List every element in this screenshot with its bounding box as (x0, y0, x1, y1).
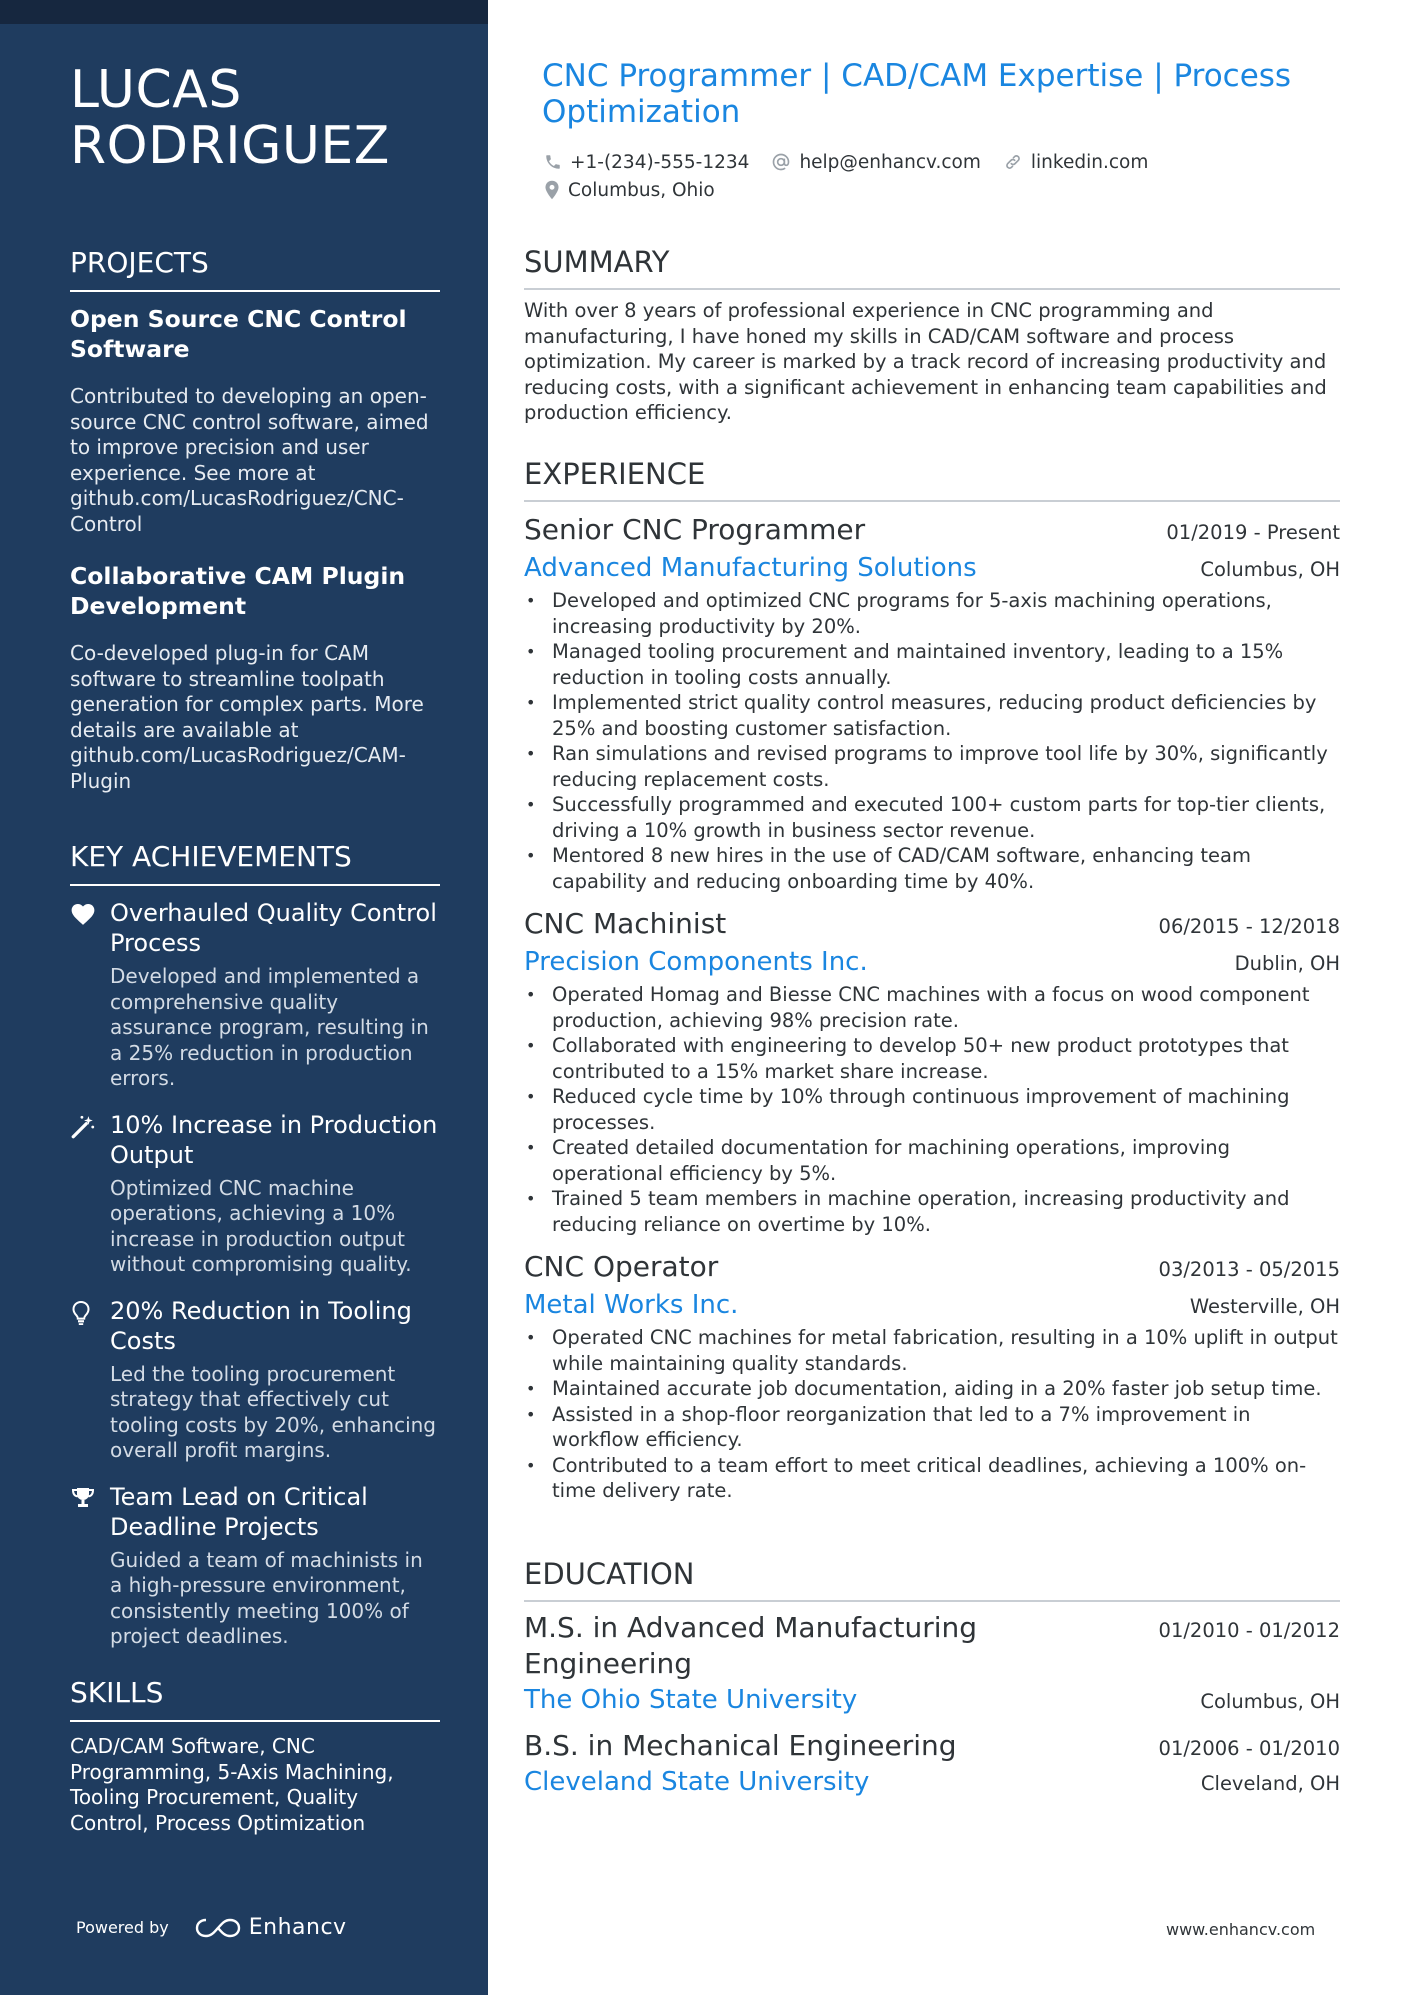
enhancv-brand-name: Enhancv (248, 1915, 347, 1940)
job-bullet: • Ran simulations and revised programs to improve tool life by 30%, significantly reducing replacement costs. (524, 741, 1340, 792)
enhancv-logo-icon (195, 1916, 241, 1940)
enhancv-logo[interactable] (195, 1915, 347, 1940)
job-bullet: • Assisted in a shop-floor reorganization that led to a 7% improvement in workflow efficiency. (524, 1402, 1340, 1453)
education-location: Columbus, OH (1200, 1690, 1340, 1713)
skills-section (70, 1676, 440, 1836)
email-address: help@enhancv.com (799, 151, 981, 173)
job-bullet: • Created detailed documentation for machining operations, improving operational efficiency by 5%. (524, 1135, 1340, 1186)
job-title: Senior CNC Programmer (524, 513, 866, 546)
job-bullets (524, 588, 1340, 894)
job-company: Advanced Manufacturing Solutions (524, 553, 977, 583)
location-text: Columbus, Ohio (568, 179, 715, 201)
job-title: CNC Operator (524, 1250, 719, 1283)
job-bullet: • Managed tooling procurement and maintained inventory, leading to a 15% reduction in tooling costs annually. (524, 639, 1340, 690)
phone-number: +1-(234)-555-1234 (570, 151, 750, 173)
job-dates: 01/2019 - Present (1166, 521, 1340, 544)
job-bullet: • Operated Homag and Biesse CNC machines with a focus on wood component production, achieving 98% precision rate. (524, 982, 1340, 1033)
job-company: Metal Works Inc. (524, 1290, 739, 1320)
education-entry (524, 1728, 1340, 1800)
achievement-title: 20% Reduction in Tooling Costs (110, 1296, 412, 1355)
job-bullet: • Contributed to a team effort to meet critical deadlines, achieving a 100% on-time delivery rate. (524, 1453, 1340, 1504)
job-bullet: • Developed and optimized CNC programs for 5-axis machining operations, increasing productivity by 20%. (524, 588, 1340, 639)
achievement-item (70, 1296, 440, 1464)
achievement-item (70, 1482, 440, 1650)
education-section (524, 1556, 1340, 1810)
headline: CNC Programmer | CAD/CAM Expertise | Process Optimization (542, 58, 1292, 130)
contact-info (544, 148, 1324, 204)
education-school: The Ohio State University (524, 1685, 858, 1715)
phone-icon (544, 153, 562, 171)
education-dates: 01/2010 - 01/2012 (1158, 1619, 1340, 1642)
achievement-item (70, 1110, 440, 1278)
education-degree: M.S. in Advanced Manufacturing Engineering (524, 1611, 978, 1680)
skills-list: CAD/CAM Software, CNC Programming, 5-Axis Machining, Tooling Procurement, Quality Control, Process Optimization (70, 1734, 394, 1835)
job-entry (524, 510, 1340, 894)
linkedin-link: linkedin.com (1030, 151, 1149, 173)
job-location: Dublin, OH (1234, 952, 1340, 975)
email-contact[interactable] (771, 152, 980, 173)
powered-by (76, 1915, 347, 1940)
achievement-title: Overhauled Quality Control Process (110, 899, 437, 957)
experience-heading: EXPERIENCE (524, 456, 1340, 502)
achievements-section (70, 840, 440, 1668)
project-description: Co-developed plug-in for CAM software to streamline toolpath generation for complex parts. More details are available at github.com/LucasRodriguez/CAM-Plugin (70, 641, 424, 793)
trophy-icon (70, 1482, 110, 1650)
education-school: Cleveland State University (524, 1767, 870, 1797)
projects-heading: PROJECTS (70, 246, 440, 292)
job-bullet: • Mentored 8 new hires in the use of CAD/CAM software, enhancing team capability and reducing onboarding time by 40%. (524, 843, 1340, 894)
achievement-title: 10% Increase in Production Output (110, 1110, 438, 1169)
heart-icon (70, 898, 110, 1092)
project-item (70, 304, 440, 537)
education-degree: B.S. in Mechanical Engineering (524, 1729, 957, 1762)
job-entry (524, 1247, 1340, 1504)
project-title: Collaborative CAM Plugin Development (70, 562, 406, 620)
achievement-description: Led the tooling procurement strategy that effectively cut tooling costs by 20%, enhancing overall profit margins. (110, 1361, 436, 1462)
magic-wand-icon (70, 1110, 110, 1278)
job-title: CNC Machinist (524, 907, 727, 940)
powered-by-label: Powered by (76, 1918, 169, 1937)
project-item (70, 561, 440, 794)
summary-heading: SUMMARY (524, 244, 1340, 290)
job-bullet: • Successfully programmed and executed 100+ custom parts for top-tier clients, driving a 10% growth in business sector revenue. (524, 792, 1340, 843)
linkedin-contact[interactable] (1003, 152, 1148, 173)
lightbulb-icon (70, 1296, 110, 1464)
sidebar-top-bar (0, 0, 488, 24)
job-dates: 03/2013 - 05/2015 (1158, 1258, 1340, 1281)
location-contact (544, 180, 715, 201)
project-title: Open Source CNC Control Software (70, 305, 407, 363)
job-bullets (524, 1325, 1340, 1504)
job-entry (524, 904, 1340, 1237)
job-bullet: • Implemented strict quality control measures, reducing product deficiencies by 25% and boosting customer satisfaction. (524, 690, 1340, 741)
achievement-description: Developed and implemented a comprehensive quality assurance program, resulting in a 25% reduction in production errors. (110, 964, 429, 1090)
achievements-heading: KEY ACHIEVEMENTS (70, 840, 440, 886)
achievement-description: Guided a team of machinists in a high-pressure environment, consistently meeting 100% of project deadlines. (110, 1547, 423, 1648)
phone-contact[interactable] (544, 152, 749, 173)
sidebar (0, 0, 488, 1995)
footer-url[interactable]: www.enhancv.com (1166, 1920, 1316, 1939)
achievement-description: Optimized CNC machine operations, achieving a 10% increase in production output without compromising quality. (110, 1175, 412, 1276)
projects-section (70, 246, 440, 818)
education-location: Cleveland, OH (1200, 1772, 1340, 1795)
job-bullet: • Maintained accurate job documentation, aiding in a 20% faster job setup time. (524, 1376, 1340, 1402)
achievement-title: Team Lead on Critical Deadline Projects (110, 1482, 368, 1541)
achievement-item (70, 898, 440, 1092)
summary-text: With over 8 years of professional experience in CNC programming and manufacturing, I have honed my skills in CAD/CAM software and process optimization. My career is marked by a track record of increasing productivity and reducing costs, with a significant achievement in enhancing team capabilities and production efficiency. (524, 299, 1327, 424)
skills-heading: SKILLS (70, 1676, 440, 1722)
job-location: Westerville, OH (1189, 1295, 1340, 1318)
candidate-name: LUCAS RODRIGUEZ (70, 60, 390, 176)
location-pin-icon (544, 180, 560, 200)
job-bullet: • Reduced cycle time by 10% through continuous improvement of machining processes. (524, 1084, 1340, 1135)
job-bullet: • Collaborated with engineering to develop 50+ new product prototypes that contributed to a 15% market share increase. (524, 1033, 1340, 1084)
job-company: Precision Components Inc. (524, 947, 868, 977)
job-dates: 06/2015 - 12/2018 (1158, 915, 1340, 938)
job-bullet: • Trained 5 team members in machine operation, increasing productivity and reducing reliance on overtime by 10%. (524, 1186, 1340, 1237)
education-heading: EDUCATION (524, 1556, 1340, 1602)
education-entry (524, 1610, 1340, 1718)
job-bullet: • Operated CNC machines for metal fabrication, resulting in a 10% uplift in output while maintaining quality standards. (524, 1325, 1340, 1376)
summary-section (524, 244, 1340, 426)
experience-section (524, 456, 1340, 1514)
job-location: Columbus, OH (1200, 558, 1340, 581)
link-icon (1003, 152, 1023, 172)
education-dates: 01/2006 - 01/2010 (1158, 1737, 1340, 1760)
job-bullets (524, 982, 1340, 1237)
project-description: Contributed to developing an open-source CNC control software, aimed to improve precision and user experience. See more at github.com/LucasRodriguez/CNC-Control (70, 384, 429, 536)
at-icon (771, 152, 791, 172)
